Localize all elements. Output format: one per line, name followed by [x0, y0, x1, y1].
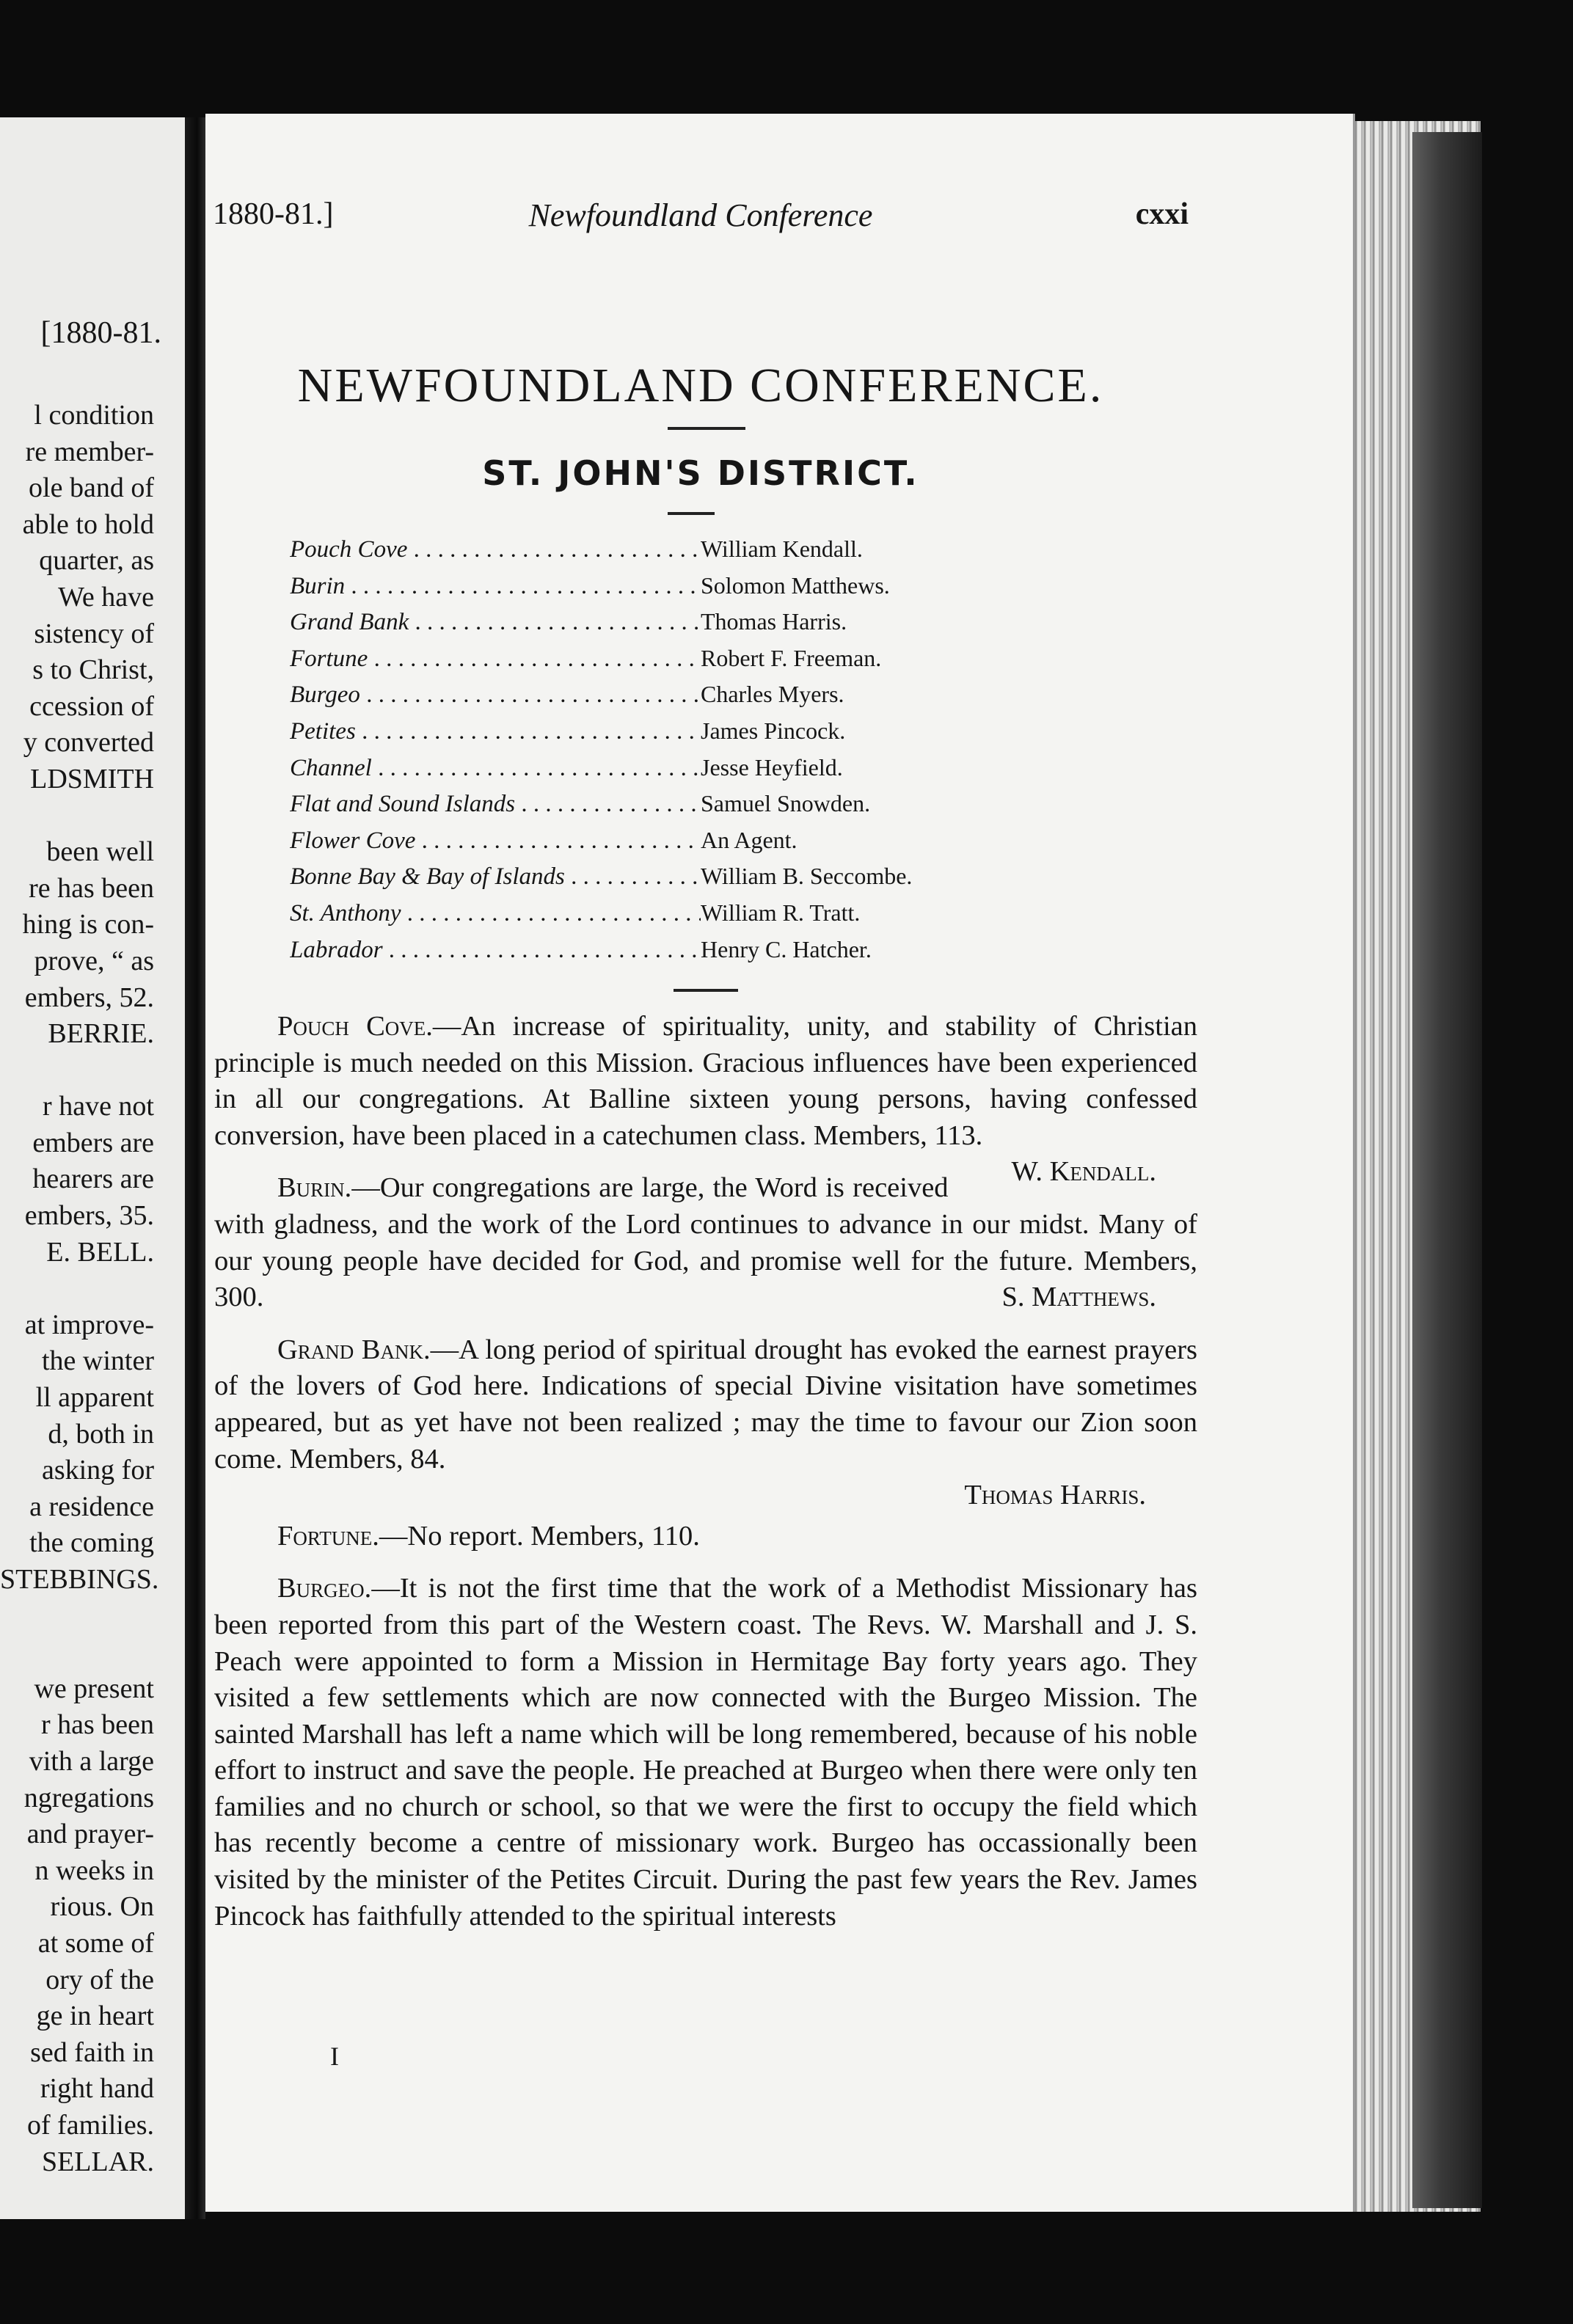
left-page-line: ngregations [23, 1782, 154, 1813]
station-name: Fortune . . . [290, 646, 701, 673]
minister-name: Charles Myers. [701, 681, 844, 708]
station-row [290, 790, 987, 827]
left-page-line: s to Christ, [32, 654, 154, 686]
station-name: Labrador . . . [290, 937, 701, 964]
minister-name: William B. Seccombe. [701, 863, 913, 890]
list-rule [674, 989, 738, 992]
left-page-line: quarter, as [39, 545, 154, 577]
station-row [290, 717, 987, 754]
running-header [213, 197, 1189, 241]
minister-name: William Kendall. [701, 536, 863, 562]
report-text: —Our congregations are large, the Word is received with gladness, and the work of the Lord continues to advance in our midst. Many of our young people have decided for God, and promise well for the future. Members, 300. [214, 1172, 1197, 1313]
left-page-line: ll apparent [35, 1382, 154, 1414]
minister-name: Samuel Snowden. [701, 790, 871, 817]
report-signature: Thomas Harris. [964, 1480, 1146, 1511]
report-lead: Grand Bank. [277, 1334, 431, 1365]
left-page-line: asking for [41, 1455, 154, 1486]
left-page-line: the coming [29, 1527, 154, 1559]
header-year: 1880-81.] [213, 197, 334, 231]
left-page-line: vith a large [29, 1745, 154, 1777]
minister-name: Thomas Harris. [701, 608, 847, 635]
left-page-line: ory of the [45, 1964, 154, 1995]
station-name: Petites . . . [290, 718, 701, 745]
station-name: Grand Bank . . . [290, 609, 701, 636]
left-page-line: at improve- [24, 1309, 154, 1340]
report-lead: Fortune. [277, 1520, 379, 1552]
minister-name: Solomon Matthews. [701, 571, 890, 599]
left-page-line: We have [58, 581, 154, 613]
station-name: St. Anthony . . . [290, 900, 701, 927]
left-page-line: embers are [32, 1127, 154, 1158]
left-page-line: STEBBINGS. [0, 1564, 159, 1595]
station-name: Burgeo . . . [290, 682, 701, 709]
left-page-line: d, both in [48, 1418, 154, 1450]
left-page-line: l condition [34, 400, 154, 431]
left-page-line [0, 1271, 154, 1307]
station-row [290, 754, 987, 791]
left-page-line: r have not [43, 1091, 154, 1122]
left-page-text [0, 398, 159, 2180]
station-name: Flower Cove . . . [290, 827, 701, 855]
report-fortune [214, 1519, 1197, 1555]
report-text: —A long period of spiritual drought has evoked the earnest prayers of the lovers of God here. Indications of special Divine visitation have sometimes appeared, but as yet have not been realized ; may the time to favour our Zion soon come. Members, 84. [214, 1334, 1198, 1475]
district-title: ST. JOHN'S DISTRICT. [482, 453, 919, 493]
left-page-line: embers, 35. [24, 1200, 154, 1232]
report-lead: Burin. [277, 1172, 352, 1204]
minister-name: Henry C. Hatcher. [701, 935, 872, 962]
conference-title: NEWFOUNDLAND CONFERENCE. [297, 359, 1104, 412]
left-page-line [0, 1634, 154, 1671]
left-page-line: n weeks in [34, 1855, 154, 1886]
report-text: —It is not the first time that the work of a Methodist Missionary has been reported from this part of the Western coast. The Revs. W. Marshall and J. S. Peach were appointed to form a Mission in Hermitage Bay forty years ago. They visited a few settlements which are now connected with the Burgeo Mission. The sainted Marshall has left a name which will be long remembered, because of his noble effort to instruct and save the people. He preached at Burgeo when there were only ten families and no church or school, so that we were the first to occupy the field which has recently become a centre of missionary work. Burgeo has occassionally been visited by the minister of the Petites Circuit. During the past few years the Rev. James Pincock has faithfully attended to the spiritual interests [214, 1573, 1197, 1932]
left-page [0, 117, 185, 2219]
report-text: —An increase of spirituality, unity, and stability of Christian principle is much needed on this Mission. Gracious influences have been experienced in all our congregations. At Balline sixteen young persons, having confessed conversion, have been placed in a catechumen class. Members, 113. [214, 1011, 1197, 1151]
left-page-line: right hand [40, 2073, 154, 2105]
left-page-line: sed faith in [30, 2036, 154, 2068]
left-page-line: y converted [23, 727, 154, 759]
page-number: cxxi [1135, 197, 1189, 231]
left-page-line: the winter [41, 1345, 154, 1377]
station-row [290, 536, 987, 572]
station-list [290, 536, 987, 972]
minister-name: Jesse Heyfield. [701, 753, 843, 781]
station-row [290, 572, 987, 609]
district-rule [668, 512, 715, 515]
report-burin [214, 1170, 1197, 1315]
report-signature: S. Matthews. [1001, 1282, 1156, 1313]
left-page-line: we present [34, 1673, 154, 1704]
left-page-line: a residence [29, 1491, 154, 1522]
left-page-line: r has been [40, 1709, 154, 1741]
signature-mark: I [330, 2042, 339, 2071]
station-name: Channel . . . [290, 755, 701, 782]
book-cover-edge [1412, 132, 1482, 2208]
report-lead: Pouch Cove. [277, 1011, 433, 1042]
title-rule [668, 427, 745, 430]
station-row [290, 863, 987, 899]
report-signature: W. Kendall. [1011, 1156, 1156, 1188]
report-text: —No report. Members, 110. [379, 1520, 700, 1552]
left-page-line: LDSMITH [30, 763, 154, 794]
left-page-line: sistency of [34, 618, 154, 649]
left-page-line: ccession of [29, 690, 154, 722]
station-row [290, 899, 987, 936]
header-title: Newfoundland Conference [528, 197, 873, 233]
minister-name: An Agent. [701, 826, 798, 853]
minister-name: Robert F. Freeman. [701, 644, 882, 671]
left-page-line [0, 798, 154, 835]
station-row [290, 681, 987, 717]
station-row [290, 608, 987, 645]
minister-name: James Pincock. [701, 717, 846, 744]
left-page-line: BERRIE. [48, 1018, 154, 1050]
left-page-line: ole band of [29, 472, 154, 504]
station-row [290, 827, 987, 863]
report-burgeo [214, 1571, 1197, 1934]
left-page-line: SELLAR. [41, 2146, 154, 2177]
left-page-line: prove, “ as [34, 945, 154, 976]
station-row [290, 645, 987, 682]
left-page-line: re member- [25, 436, 154, 467]
left-page-line: rious. On [50, 1891, 154, 1923]
minister-name: William R. Tratt. [701, 899, 861, 926]
left-page-line: re has been [29, 872, 154, 904]
station-name: Bonne Bay & Bay of Islands . . . [290, 863, 701, 891]
book-gutter [185, 117, 205, 2219]
station-row [290, 936, 987, 973]
report-grand-bank [214, 1332, 1197, 1477]
left-page-line: at some of [37, 1927, 154, 1959]
left-page-line: hing is con- [22, 909, 154, 940]
report-lead: Burgeo. [277, 1573, 372, 1604]
report-body [214, 1009, 1197, 1951]
left-page-line: and prayer- [26, 1819, 154, 1850]
left-page-line: E. BELL. [46, 1236, 154, 1268]
station-name: Burin . . . [290, 573, 701, 600]
left-page-line: of families. [26, 2109, 154, 2141]
left-page-line: embers, 52. [24, 982, 154, 1013]
left-page-line: able to hold [22, 508, 154, 540]
left-page-line [0, 1053, 154, 1089]
left-page-line: hearers are [32, 1163, 154, 1195]
left-page-line: been well [46, 836, 154, 868]
left-page-line [0, 1598, 154, 1635]
left-page-line: ge in heart [36, 2000, 154, 2032]
left-page-header: [1880-81. [40, 316, 161, 350]
station-name: Pouch Cove . . . [290, 536, 701, 563]
station-name: Flat and Sound Islands . . . [290, 791, 701, 818]
